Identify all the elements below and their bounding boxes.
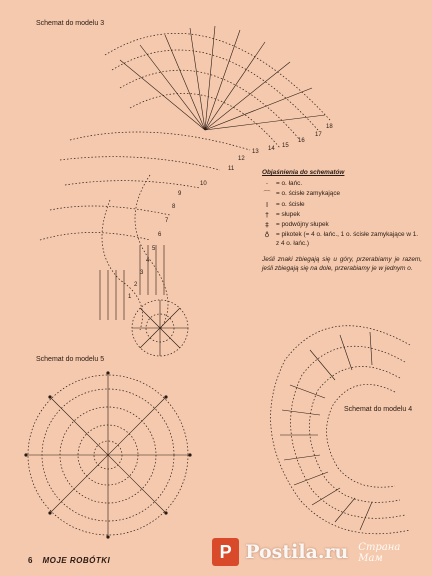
row-number: 3: [140, 270, 144, 276]
row-number: 18: [326, 124, 333, 130]
row-number: 16: [298, 138, 305, 144]
legend-item: [262, 220, 422, 230]
legend-item-text: = o. ścisłe zamykające: [276, 190, 341, 198]
legend-note: Jeśli znaki zbiegają się u góry, przerabiamy je razem, jeśli zbiegają się na dole, przerabiamy je w jednym o.: [262, 255, 422, 272]
treble-crochet-icon: ‡: [265, 220, 269, 229]
row-number: 7: [165, 218, 169, 224]
row-number: 9: [178, 191, 182, 197]
row-number: 11: [228, 166, 235, 172]
watermark: [212, 534, 426, 570]
picot-icon: ♁: [264, 230, 270, 239]
row-number: 17: [315, 132, 322, 138]
diagram-model-4: [271, 326, 413, 534]
row-number: 2: [134, 282, 138, 288]
page-footer: [28, 556, 110, 565]
row-number: 6: [158, 232, 162, 238]
legend-item-text: = o. ścisłe: [276, 200, 305, 208]
page-number: 6: [28, 556, 33, 565]
row-number: 10: [200, 181, 207, 187]
row-number: 15: [282, 143, 289, 149]
watermark-sub: Страна Мам: [358, 542, 401, 564]
double-crochet-icon: †: [265, 210, 269, 219]
row-number: 14: [268, 146, 275, 152]
legend: [262, 168, 422, 273]
legend-item-text: = pikotek (= 4 o. łańc., 1 o. ścisłe zamykające w 1. z 4 o. łańc.): [276, 230, 419, 248]
diagram-model-5: [24, 371, 191, 538]
legend-item: [262, 210, 422, 220]
caption-model-3: Schemat do modelu 3: [36, 20, 105, 27]
watermark-logo-icon: P: [212, 538, 239, 566]
legend-item: [262, 200, 422, 210]
legend-item-text: = o. łańc.: [276, 180, 303, 188]
legend-item: [262, 230, 422, 249]
watermark-brand: Postila.ru: [245, 541, 349, 563]
row-number: 12: [238, 156, 245, 162]
row-number: 5: [152, 246, 156, 252]
magazine-name: MOJE ROBÓTKI: [42, 556, 111, 565]
row-number: 13: [252, 149, 259, 155]
caption-model-4: Schemat do modelu 4: [344, 406, 413, 413]
slip-stitch-icon: ⌒: [263, 190, 271, 199]
legend-title: Objaśnienia do schematów: [262, 169, 345, 176]
caption-model-5: Schemat do modelu 5: [36, 356, 105, 363]
row-number: 8: [172, 204, 176, 210]
legend-item: [262, 189, 422, 199]
legend-item-text: = podwójny słupek: [276, 220, 329, 228]
row-number: 4: [146, 258, 150, 264]
row-number: 1: [128, 294, 132, 300]
legend-item-text: = słupek: [276, 210, 300, 218]
legend-item: [262, 179, 422, 189]
chain-stitch-icon: ·: [265, 180, 269, 189]
single-crochet-icon: I: [265, 200, 269, 209]
